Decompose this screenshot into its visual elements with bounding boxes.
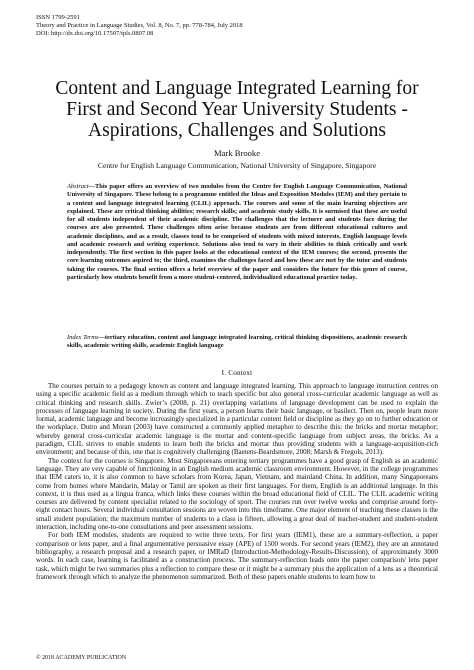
body-paragraph-3: For both IEM modules, students are required to write three texts. For first years (IEM1), these are a summary-reflection, a paper comparison or lens paper, and a final argumentative persuasive essay (APE) of 1500 words. For second years (IEM2), they are an annotated bibliography, a research proposal and a research paper, or IMRaD (Introduction-Methodology-Results-Discussion), of approximately 3000 words. In each case, learning is facilitated as a construction process. The summary-reflection leads onto the paper comparison/ lens paper task, which might be two summaries plus a reflection to compare these or it might be a summary plus the application of a lens as a theoretical framework through which to analyze the phenomenon summarized. Both of these papers enable students to learn how to (36, 531, 438, 581)
author-affiliation: Centre for English Language Communication, National University of Singapore, Singapore (97, 161, 377, 170)
publisher-footer: © 2018 ACADEMY PUBLICATION (36, 655, 127, 661)
index-terms-text: —tertiary education, content and language integrated learning, critical thinking dispositions, academic research skills, academic writing skills, academic English language (67, 334, 407, 350)
journal-citation-line: Theory and Practice in Language Studies, Vol. 8, No. 7, pp. 778-784, July 2018 (36, 22, 243, 30)
paper-title: Content and Language Integrated Learning for First and Second Year University Students - Aspirations, Challenges and Solutions (55, 78, 419, 141)
author-name: Mark Brooke (213, 148, 261, 158)
section-heading: I. Context (221, 369, 253, 377)
index-terms-label: Index Terms (67, 334, 99, 341)
body-text (36, 382, 438, 581)
abstract-label: Abstract (67, 183, 89, 190)
doi-line: DOI: http://dx.doi.org/10.17507/tpls.0807.08 (36, 30, 154, 38)
abstract (67, 183, 407, 282)
issn-line: ISSN 1799-2591 (36, 14, 80, 21)
body-paragraph-1: The courses pertain to a pedagogy known as content and language integrated learning. This approach to language instruction centres on using a specific academic field as a medium through which to teach specific but also general cross-curricular academic language as well as critical thinking and research skills. Zwier’s (2008, p. 21) overlapping variations of language development can be used to explain the processes of language learning in society. During the first years, a person learns their basic language, or basilect. Then on, people learn more formal, academic language and become increasingly specialized in a particular content field or discipline as they go on to further education or the workplace. Dutro and Moran (2003) have constructed a commonly applied metaphor to describe this: the bricks and mortar metaphor; whereby general cross-curricular academic language is the mortar and content-specific language from subject areas, the bricks. As a paradigm, CLIL strives to enable students to learn both the bricks and mortar thus providing students with a language-acquisition-rich environment; and because of this, one that is cognitively challenging (Baetens-Beardsmore, 2008; Marsh & Fregols, 2013). (36, 382, 438, 457)
journal-header (36, 14, 243, 39)
abstract-text: —This paper offers an overview of two modules from the Centre for English Language Communication, National University of Singapore. These belong to a programme entitled the Ideas and Exposition Modules (IEM) and they pertain to a content and language integrated learning (CLIL) approach. The courses and some of the main learning objectives are explained. These are critical thinking abilities; research skills; and academic study skills. It is surmised that these are useful for all students independent of their academic discipline. The challenges that the lecturer and students face during the courses are also presented. These challenges often arise because students are from different educational cultures and academic disciplines, and as a result, classes tend to be comprised of students with mixed interests, English language levels and academic research and writing experience. Solutions also tend to vary in their abilities to think critically and work independently. The first section in this paper looks at the educational context of the IEM courses; the second, presents the core learning outcomes aspired to; the third, examines the challenges faced and how these are met by the tutor and students taking the courses. The final section offers a brief overview of the paper and considers the future for this genre of course, particularly how students benefit from a more student-centered, individualized educational practice today. (67, 183, 407, 281)
index-terms (67, 334, 407, 351)
body-paragraph-2: The context for the courses is Singapore. Most Singaporeans entering tertiary programmes have a good grasp of English as an academic language. They are very capable of functioning in an English medium academic classroom environment. However, in the college programmes that IEM caters to, it is also common to have scholars from Korea, Japan, Vietnam, and mainland China. In addition, many Singaporeans come from homes where Mandarin, Malay or Tamil are spoken as their first languages. For them, English is an additional language. In this context, it is thus used as a lingua franca, which links these courses within the broad educational field of CLIL. The CLIL academic writing courses are delivered by content specialist related to the sociology of sport. The courses run over twelve weeks and comprise around forty-eight contact hours. Several individual consultation sessions are woven into this timeframe. One major element of teaching these classes is the small student population; the maximum number of students to a class is fifteen, allowing a great deal of teacher-student and student-student interaction, including one-to-one consultations and peer assessment sessions. (36, 456, 438, 532)
